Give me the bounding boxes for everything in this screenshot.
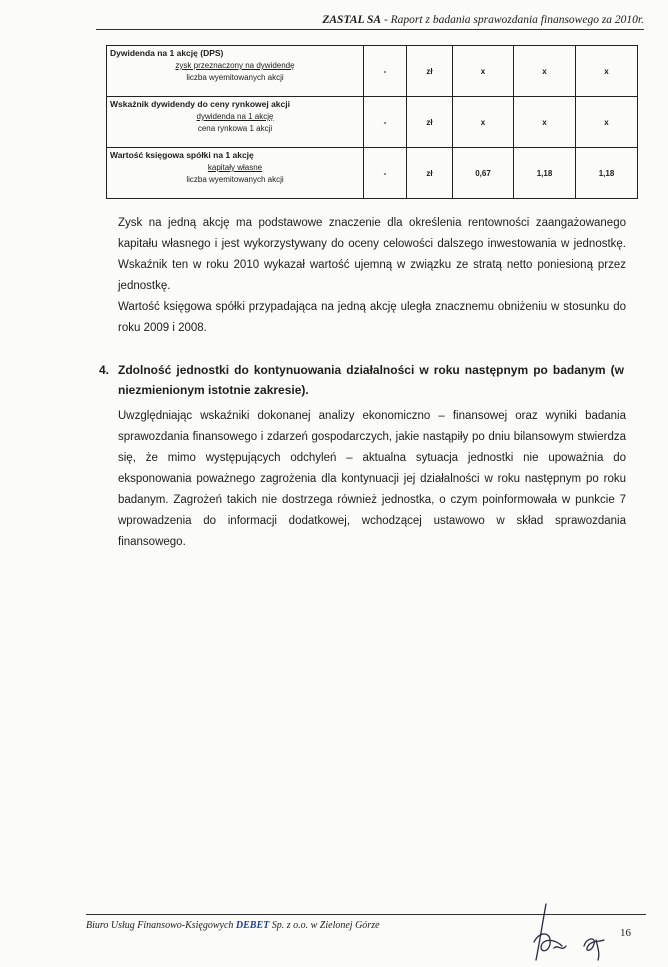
table-cell: 1,18 <box>514 148 576 199</box>
table-cell: x <box>453 46 514 97</box>
table-cell: 1,18 <box>576 148 638 199</box>
ratio-numerator: zysk przeznaczony na dywidendę <box>175 61 295 70</box>
ratio-denominator: liczba wyemitowanych akcji <box>186 73 284 82</box>
table-row <box>107 46 638 97</box>
ratio-denominator: liczba wyemitowanych akcji <box>186 175 284 184</box>
footer-suffix: Sp. z o.o. w Zielonej Górze <box>269 920 380 931</box>
ratio-denominator: cena rynkowa 1 akcji <box>197 124 273 133</box>
ratio-table <box>106 45 638 199</box>
ratio-name-cell <box>107 46 364 97</box>
section-heading <box>99 360 627 400</box>
paragraph-eps: Zysk na jedną akcję ma podstawowe znaczenie dla określenia rentowności zaangażowanego kapitału własnego i jest wykorzystywany do oceny celowości dalszego inwestowania w jednostkę. Wskaźnik ten w roku 2010 wykazał wartość ujemną w związku ze stratą netto poniesioną przez jednostkę. <box>118 217 626 292</box>
ratio-name-cell <box>107 148 364 199</box>
table-cell: x <box>576 97 638 148</box>
table-cell: x <box>514 97 576 148</box>
table-row <box>107 97 638 148</box>
header-company: ZASTAL SA <box>322 14 382 26</box>
table-cell: zł <box>407 148 453 199</box>
table-cell: - <box>364 46 407 97</box>
table-cell: 0,67 <box>453 148 514 199</box>
ratio-title: Dywidenda na 1 akcję (DPS) <box>110 48 224 58</box>
ratio-name-cell <box>107 97 364 148</box>
footer-prefix: Biuro Usług Finansowo-Księgowych <box>86 920 236 931</box>
table-cell: x <box>453 97 514 148</box>
table-cell: - <box>364 97 407 148</box>
signature-icon <box>526 900 626 962</box>
table-row <box>107 148 638 199</box>
section-number: 4. <box>99 363 110 377</box>
ratio-title: Wskaźnik dywidendy do ceny rynkowej akcji <box>110 99 290 109</box>
ratio-title: Wartość księgowa spółki na 1 akcję <box>110 150 254 160</box>
page-header <box>96 14 644 30</box>
ratio-numerator: dywidenda na 1 akcję <box>196 112 274 121</box>
table-cell: zł <box>407 97 453 148</box>
table-cell: x <box>514 46 576 97</box>
page-number: 16 <box>620 927 631 939</box>
table-cell: - <box>364 148 407 199</box>
header-subtitle: - Raport z badania sprawozdania finansowego za 2010r. <box>381 14 644 26</box>
table-cell: x <box>576 46 638 97</box>
ratio-numerator: kapitały własne <box>207 163 263 172</box>
footer-brand: DEBET <box>235 920 270 931</box>
paragraph-going-concern: Uwzględniając wskaźniki dokonanej analizy ekonomiczno – finansowej oraz wyniki badania sprawozdania finansowego i zdarzeń gospodarczych, jakie nastąpiły po dniu bilansowym stwierdza się, że mimo występujących odchyleń – aktualna sytuacja jednostki nie upoważnia do eksponowania poważnego zagrożenia dla kontynuacji jej działalności w roku następnym po roku badanym. Zagrożeń takich nie dostrzega również jednostka, o czym poinformowała w punkcie 7 wprowadzenia do informacji dodatkowej, wchodzącej ustawowo w skład sprawozdania finansowego. <box>118 410 626 548</box>
section-title: Zdolność jednostki do kontynuowania działalności w roku następnym po badanym (w niezmienionym istotnie zakresie). <box>118 363 624 397</box>
paragraph-book-value: Wartość księgowa spółki przypadająca na jedną akcję uległa znacznemu obniżeniu w stosunku do roku 2009 i 2008. <box>118 301 626 334</box>
table-cell: zł <box>407 46 453 97</box>
